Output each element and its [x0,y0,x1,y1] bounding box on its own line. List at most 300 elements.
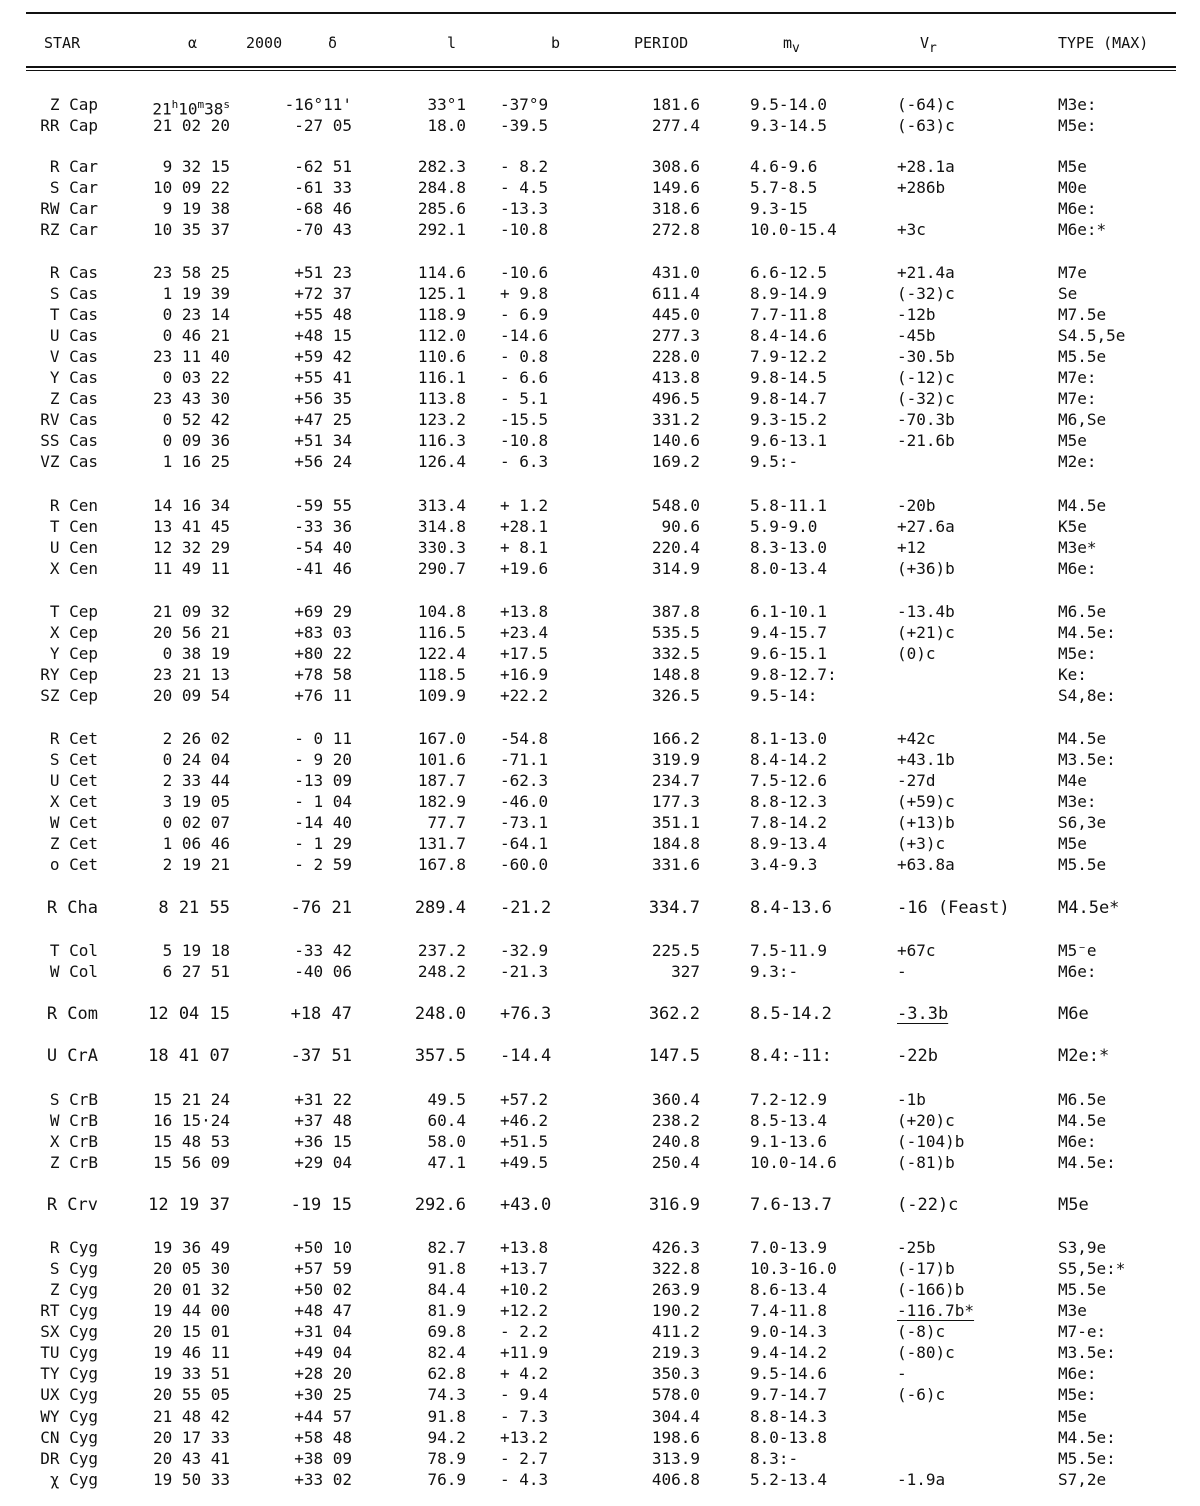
period-cell: 445.0 [651,305,700,324]
table-row [0,1004,1200,1025]
mv-cell: 9.5-14.0 [750,95,828,114]
vr-cell: +42c [897,729,936,748]
b-cell: -46.0 [500,792,549,811]
dec-cell: +28 20 [294,1364,352,1383]
type-cell: S4,8e: [1058,686,1116,705]
star-cell: W Col [49,962,98,981]
l-cell: 114.6 [417,263,466,282]
dec-cell: +59 42 [294,347,352,366]
type-cell: M5e: [1058,1385,1097,1404]
dec-cell: +33 02 [294,1470,352,1489]
b-cell: +23.4 [500,623,549,642]
type-cell: M7e [1058,263,1087,282]
l-cell: 58.0 [427,1132,466,1151]
l-cell: 104.8 [417,602,466,621]
type-cell: M5e [1058,157,1087,176]
ra-cell: 20 05 30 [152,1259,230,1278]
vr-cell: (-80)c [897,1343,955,1362]
b-cell: - 9.4 [500,1385,549,1404]
type-cell: M6e: [1058,199,1097,218]
l-cell: 284.8 [417,178,466,197]
dec-cell: +57 59 [294,1259,352,1278]
star-cell: X Cen [49,559,98,578]
table-row [0,961,1200,982]
l-cell: 78.9 [427,1449,466,1468]
dec-cell: -41 46 [294,559,352,578]
b-cell: - 0.8 [500,347,549,366]
vr-cell: -3.3b [897,1004,949,1024]
star-cell: S Cyg [49,1259,98,1278]
b-cell: - 6.6 [500,368,549,387]
table-row [0,1300,1200,1321]
mv-cell: 10.0-14.6 [750,1153,837,1172]
dec-cell: -61 33 [294,178,352,197]
star-cell: χ Cyg [49,1470,98,1489]
period-cell: 314.9 [651,559,700,578]
mv-cell: 9.8-12.7: [750,665,837,684]
l-cell: 123.2 [417,410,466,429]
star-cell: S Cas [49,284,98,303]
period-cell: 240.8 [651,1132,700,1151]
star-cell: U Cen [49,538,98,557]
type-cell: M5e: [1058,116,1097,135]
period-cell: 304.4 [651,1407,700,1426]
table-row [0,451,1200,472]
star-cell: V Cas [49,347,98,366]
ra-cell: 18 41 07 [148,1046,230,1066]
period-cell: 316.9 [648,1195,700,1215]
table-row [0,1384,1200,1405]
ra-cell: 20 43 41 [152,1449,230,1468]
mv-cell: 8.6-13.4 [750,1280,828,1299]
period-cell: 578.0 [651,1385,700,1404]
star-cell: CN Cyg [40,1428,98,1447]
l-cell: 74.3 [427,1385,466,1404]
ra-cell: 16 15·24 [152,1111,230,1130]
star-cell: R Cet [49,729,98,748]
period-cell: 184.8 [651,834,700,853]
l-cell: 313.4 [417,496,466,515]
mv-cell: 7.4-11.8 [750,1301,828,1320]
table-row [0,728,1200,749]
table-row [0,643,1200,664]
period-cell: 147.5 [648,1046,700,1066]
period-cell: 177.3 [651,792,700,811]
period-cell: 535.5 [651,623,700,642]
star-cell: R Car [49,157,98,176]
period-cell: 332.5 [651,644,700,663]
type-cell: M6.5e [1058,602,1107,621]
table-row [0,430,1200,451]
type-cell: M5e [1058,1407,1087,1426]
dec-cell: +69 29 [294,602,352,621]
dec-cell: +56 35 [294,389,352,408]
mv-cell: 8.4-14.6 [750,326,828,345]
b-cell: - 2.7 [500,1449,549,1468]
table-row [0,770,1200,791]
type-cell: M7-e: [1058,1322,1107,1341]
l-cell: 330.3 [417,538,466,557]
header-star: STAR [44,34,81,52]
dec-cell: +51 23 [294,263,352,282]
vr-cell: (+21)c [897,623,955,642]
vr-cell: -16 (Feast) [897,898,1010,918]
mv-cell: 7.6-13.7 [750,1195,832,1215]
type-cell: M6e:* [1058,220,1107,239]
dec-cell: -33 42 [294,941,352,960]
period-cell: 263.9 [651,1280,700,1299]
l-cell: 237.2 [417,941,466,960]
ra-cell: 13 41 45 [152,517,230,536]
b-cell: - 5.1 [500,389,549,408]
period-cell: 190.2 [651,1301,700,1320]
mv-cell: 7.2-12.9 [750,1090,828,1109]
star-cell: RY Cep [40,665,98,684]
table-row [0,283,1200,304]
ra-cell: 14 16 34 [152,496,230,515]
period-cell: 313.9 [651,1449,700,1468]
b-cell: +13.2 [500,1428,549,1447]
period-cell: 238.2 [651,1111,700,1130]
vr-cell: -25b [897,1238,936,1257]
type-cell: M5e [1058,1195,1089,1215]
vr-cell: (-32)c [897,284,955,303]
type-cell: M5.5e [1058,855,1107,874]
mv-cell: 7.5-11.9 [750,941,828,960]
ra-cell: 0 46 21 [162,326,230,345]
mv-cell: 5.8-11.1 [750,496,828,515]
type-cell: M6e [1058,1004,1089,1024]
ra-cell: 2 33 44 [162,771,230,790]
ra-cell-first: 21$^h$10$^m$38$^s$ [152,98,230,119]
vr-cell: -1.9a [897,1470,946,1489]
dec-cell: -59 55 [294,496,352,515]
dec-cell: +31 04 [294,1322,352,1341]
period-cell: 406.8 [651,1470,700,1489]
ra-cell: 3 19 05 [162,792,230,811]
mv-cell: 8.8-12.3 [750,792,828,811]
star-cell: Z Cet [49,834,98,853]
type-cell: M3e* [1058,538,1097,557]
ra-cell: 1 16 25 [162,452,230,471]
type-cell: S7,2e [1058,1470,1107,1489]
header-mv: $m_v$ [783,34,800,56]
type-cell: M4.5e [1058,496,1107,515]
mv-cell: 9.5-14: [750,686,818,705]
mv-cell: 9.6-15.1 [750,644,828,663]
table-row [0,898,1200,919]
period-cell: 351.1 [651,813,700,832]
b-cell: -21.2 [500,898,552,918]
header-rule [26,66,1176,68]
l-cell: 182.9 [417,792,466,811]
header-alpha: α [188,34,198,52]
b-cell: + 1.2 [500,496,549,515]
dec-cell: +83 03 [294,623,352,642]
period-cell: 225.5 [651,941,700,960]
type-cell: M3e [1058,1301,1087,1320]
header-rule-double [26,70,1176,71]
period-cell: 318.6 [651,199,700,218]
vr-cell: -13.4b [897,602,955,621]
star-cell: R Cas [49,263,98,282]
table-row [0,1237,1200,1258]
l-cell: 47.1 [427,1153,466,1172]
b-cell: -13.3 [500,199,549,218]
type-cell: M6,Se [1058,410,1107,429]
dec-cell: - 0 11 [294,729,352,748]
table-row [0,1089,1200,1110]
ra-cell: 12 19 37 [148,1195,230,1215]
mv-cell: 8.4:-11: [750,1046,832,1066]
l-cell: 248.0 [414,1004,466,1024]
vr-cell: (+59)c [897,792,955,811]
period-cell: 234.7 [651,771,700,790]
l-cell: 314.8 [417,517,466,536]
mv-cell: 8.9-14.9 [750,284,828,303]
period-cell: 334.7 [648,898,700,918]
type-cell: M4.5e* [1058,898,1120,918]
ra-cell: 8 21 55 [158,898,230,918]
dec-cell: +78 58 [294,665,352,684]
ra-cell: 2 26 02 [162,729,230,748]
table-row [0,1363,1200,1384]
type-cell: M4e [1058,771,1087,790]
b-cell: +13.8 [500,602,549,621]
table-row [0,791,1200,812]
star-cell: R Cen [49,496,98,515]
ra-cell: 0 52 42 [162,410,230,429]
table-row [0,537,1200,558]
mv-cell: 8.4-13.6 [750,898,832,918]
type-cell: M4.5e: [1058,1428,1116,1447]
l-cell: 82.7 [427,1238,466,1257]
period-cell: 331.6 [651,855,700,874]
star-cell: o Cet [49,855,98,874]
period-cell: 220.4 [651,538,700,557]
dec-cell: -37 51 [290,1046,352,1066]
star-cell: WY Cyg [40,1407,98,1426]
star-cell: T Col [49,941,98,960]
vr-cell: - [897,962,907,981]
type-cell: M2e: [1058,452,1097,471]
l-cell: 118.9 [417,305,466,324]
star-cell: Y Cas [49,368,98,387]
l-cell: 282.3 [417,157,466,176]
star-cell: R Crv [46,1195,98,1215]
mv-cell: 9.6-13.1 [750,431,828,450]
l-cell: 81.9 [427,1301,466,1320]
vr-cell: +286b [897,178,946,197]
ra-cell: 21 48 42 [152,1407,230,1426]
period-cell: 387.8 [651,602,700,621]
star-cell: RW Car [40,199,98,218]
l-cell: 84.4 [427,1280,466,1299]
star-cell: SX Cyg [40,1322,98,1341]
period-cell: 331.2 [651,410,700,429]
b-cell: - 6.9 [500,305,549,324]
type-cell: M5.5e [1058,1280,1107,1299]
star-cell: S Cet [49,750,98,769]
l-cell: 131.7 [417,834,466,853]
vr-cell: (-166)b [897,1280,965,1299]
b-cell: -62.3 [500,771,549,790]
mv-cell: 9.1-13.6 [750,1132,828,1151]
table-row [0,685,1200,706]
dec-cell: - 9 20 [294,750,352,769]
star-cell: U Cas [49,326,98,345]
star-cell: Y Cep [49,644,98,663]
star-cell: RV Cas [40,410,98,429]
dec-cell: +44 57 [294,1407,352,1426]
table-row [0,262,1200,283]
dec-cell: -14 40 [294,813,352,832]
header-b: b [551,34,561,52]
ra-cell: 0 24 04 [162,750,230,769]
dec-cell: -70 43 [294,220,352,239]
ra-cell: 0 02 07 [162,813,230,832]
star-cell: T Cen [49,517,98,536]
star-cell: Z Cyg [49,1280,98,1299]
vr-cell: +67c [897,941,936,960]
mv-cell: 8.9-13.4 [750,834,828,853]
period-cell: 426.3 [651,1238,700,1257]
dec-cell: +58 48 [294,1428,352,1447]
l-cell: 118.5 [417,665,466,684]
mv-cell: 9.4-14.2 [750,1343,828,1362]
b-cell: -54.8 [500,729,549,748]
ra-cell: 15 48 53 [152,1132,230,1151]
b-cell: +76.3 [500,1004,552,1024]
b-cell: -64.1 [500,834,549,853]
header-period: PERIOD [634,34,689,52]
star-cell: S CrB [49,1090,98,1109]
type-cell: M7e: [1058,368,1097,387]
type-cell: M5.5e [1058,347,1107,366]
l-cell: 76.9 [427,1470,466,1489]
dec-cell: +48 47 [294,1301,352,1320]
mv-cell: 9.0-14.3 [750,1322,828,1341]
mv-cell: 9.3-15 [750,199,808,218]
dec-cell: -54 40 [294,538,352,557]
dec-cell: -40 06 [294,962,352,981]
ra-cell: 1 06 46 [162,834,230,853]
b-cell: +16.9 [500,665,549,684]
period-cell: 169.2 [651,452,700,471]
b-cell: - 8.2 [500,157,549,176]
ra-cell: 19 33 51 [152,1364,230,1383]
star-cell: T Cas [49,305,98,324]
period-cell: 308.6 [651,157,700,176]
b-cell: -73.1 [500,813,549,832]
mv-cell: 7.7-11.8 [750,305,828,324]
b-cell: -14.6 [500,326,549,345]
table-row [0,940,1200,961]
table-row [0,304,1200,325]
ra-cell: 2 19 21 [162,855,230,874]
dec-cell: +36 15 [294,1132,352,1151]
ra-cell: 12 32 29 [152,538,230,557]
star-cell: U Cet [49,771,98,790]
ra-cell: 21 09 32 [152,602,230,621]
l-cell: 167.8 [417,855,466,874]
table-row [0,1110,1200,1131]
star-cell: Z Cap [49,95,98,114]
period-cell: 350.3 [651,1364,700,1383]
ra-cell: 20 09 54 [152,686,230,705]
l-cell: 285.6 [417,199,466,218]
table-row [0,601,1200,622]
b-cell: -15.5 [500,410,549,429]
table-row [0,854,1200,875]
table-row [0,833,1200,854]
ra-cell: 20 15 01 [152,1322,230,1341]
table-row [0,1152,1200,1173]
type-cell: M6.5e [1058,1090,1107,1109]
dec-cell: -76 21 [290,898,352,918]
table-row [0,1469,1200,1490]
table-row [0,1046,1200,1067]
star-cell: RT Cyg [40,1301,98,1320]
star-cell: S Car [49,178,98,197]
ra-cell: 20 56 21 [152,623,230,642]
vr-cell: (-17)b [897,1259,955,1278]
period-cell: 413.8 [651,368,700,387]
period-cell: 219.3 [651,1343,700,1362]
b-cell: -32.9 [500,941,549,960]
vr-cell: +12 [897,538,926,557]
type-cell: M5.5e: [1058,1449,1116,1468]
ra-cell: 12 04 15 [148,1004,230,1024]
vr-cell: +63.8a [897,855,955,874]
mv-cell: 5.9-9.0 [750,517,818,536]
l-cell: 33°1 [427,95,466,114]
dec-cell: +29 04 [294,1153,352,1172]
vr-cell: -30.5b [897,347,955,366]
period-cell: 548.0 [651,496,700,515]
vr-cell: (-64)c [897,95,955,114]
mv-cell: 8.3-13.0 [750,538,828,557]
star-cell: Z CrB [49,1153,98,1172]
l-cell: 290.7 [417,559,466,578]
vr-cell: -1b [897,1090,926,1109]
dec-cell: +38 09 [294,1449,352,1468]
type-cell: M6e: [1058,1132,1097,1151]
b-cell: +43.0 [500,1195,552,1215]
mv-cell: 7.5-12.6 [750,771,828,790]
b-cell: + 4.2 [500,1364,549,1383]
table-row [0,1258,1200,1279]
table-row [0,749,1200,770]
vr-cell: +27.6a [897,517,955,536]
ra-cell: 0 23 14 [162,305,230,324]
type-cell: M6e: [1058,962,1097,981]
star-cell: VZ Cas [40,452,98,471]
ra-cell: 19 50 33 [152,1470,230,1489]
star-cell: R Cha [46,898,98,918]
mv-cell: 9.3-15.2 [750,410,828,429]
vr-cell: (-32)c [897,389,955,408]
period-cell: 149.6 [651,178,700,197]
table-row [0,198,1200,219]
b-cell: +57.2 [500,1090,549,1109]
b-cell: +11.9 [500,1343,549,1362]
table-row [0,664,1200,685]
vr-cell: +3c [897,220,926,239]
star-cell: RZ Car [40,220,98,239]
table-row [0,409,1200,430]
dec-cell: +49 04 [294,1343,352,1362]
